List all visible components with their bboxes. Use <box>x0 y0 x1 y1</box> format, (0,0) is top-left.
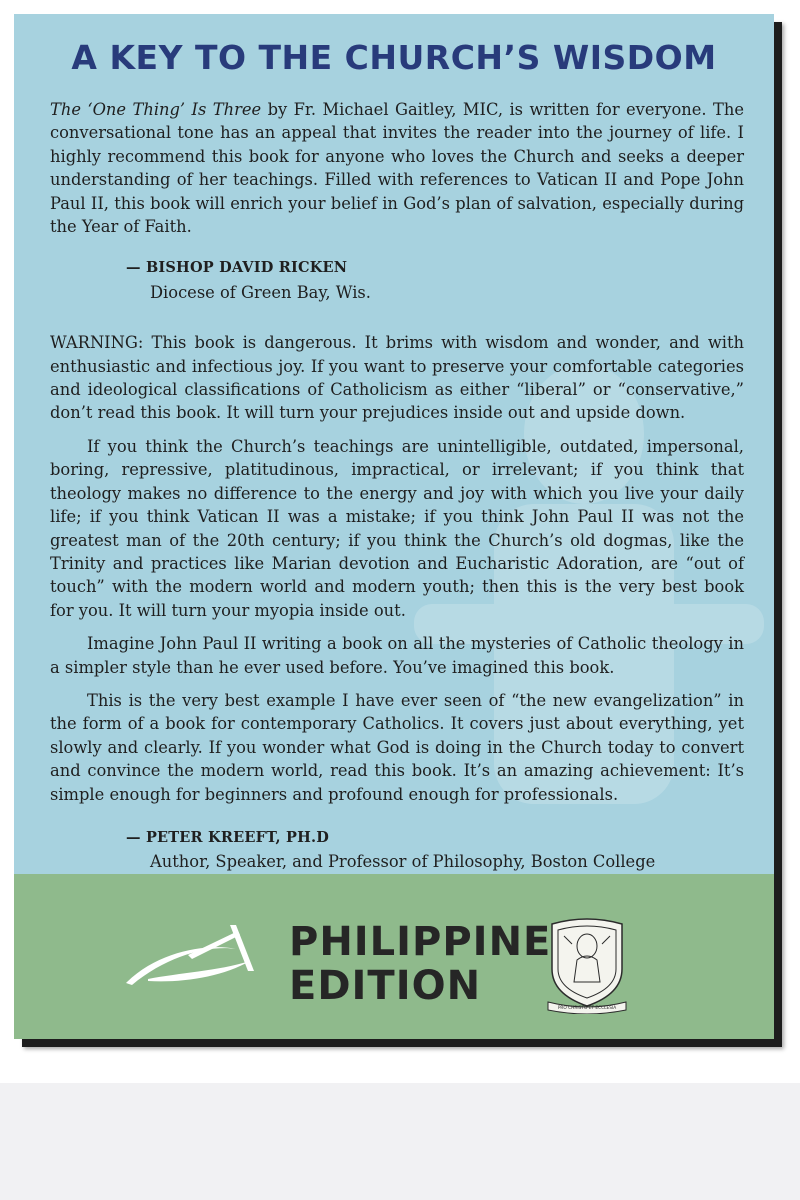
edition-footer <box>14 874 774 1039</box>
page-bottom-band <box>0 1083 800 1200</box>
endorsement-bishop-text <box>50 98 744 238</box>
endorsements <box>50 98 744 874</box>
attribution-name: — BISHOP DAVID RICKEN <box>126 259 348 277</box>
attribution-name: — PETER KREEFT, PH.D <box>126 828 330 846</box>
endorsement-paragraph: If you think the Church’s teachings are unintelligible, outdated, impersonal, boring, repressive, platitudinous, impractical, or irrelevant; if you think that theology makes no difference to the energy and joy with which you live your daily life; if you think Vatican II was a mistake; if you think John Paul II was not the greatest man of the 20th century; if you think the Church’s old dogmas, like the Trinity and practices like Marian devotion and Eucharistic Adoration, are “out of touch” with the modern world and modern youth; then this is the very best book for you. It will turn your myopia inside out. <box>50 436 744 620</box>
publisher-logo-icon <box>118 921 258 991</box>
attribution-bishop <box>126 255 744 304</box>
edition-label <box>289 920 551 1008</box>
seal-emblem-icon <box>542 914 632 1014</box>
edition-line-1: PHILIPPINE <box>289 919 552 965</box>
book-title: The ‘One Thing’ Is Three <box>50 100 262 119</box>
attribution-affiliation: Diocese of Green Bay, Wis. <box>150 282 371 302</box>
seal-motto: PRO CHRISTO ET ECCLESIA <box>557 1006 617 1011</box>
attribution-affiliation: Author, Speaker, and Professor of Philosophy, Boston College <box>150 852 656 872</box>
attribution-kreeft <box>126 825 744 874</box>
endorsement-paragraph: WARNING: This book is dangerous. It brims with wisdom and wonder, and with enthusiastic and infectious joy. If you want to preserve your comfortable categories and ideological classifications of Catholicism as either “liberal” or “conservative,” don’t read this book. It will turn your prejudices inside out and upside down. <box>50 333 744 423</box>
endorsement-bishop-body: by Fr. Michael Gaitley, MIC, is written for everyone. The conversational tone has an appeal that invites the reader into the journey of life. I highly recommend this book for anyone who loves the Church and seeks a deeper understanding of her teachings. Filled with references to Vatican II and Pope John Paul II, this book will enrich your belief in God’s plan of salvation, especially during the Year of Faith. <box>50 100 744 237</box>
endorsement-paragraph: Imagine John Paul II writing a book on all the mysteries of Catholic theology in a simpler style than he ever used before. You’ve imagined this book. <box>50 634 744 677</box>
back-cover <box>14 14 774 1039</box>
endorsement-paragraph: This is the very best example I have ever seen of “the new evangelization” in the form of a book for contemporary Catholics. It covers just about everything, yet slowly and clearly. If you wonder what God is doing in the Church today to convert and convince the modern world, read this book. It’s an amazing achievement: It’s simple enough for beginners and profound enough for professionals. <box>50 690 744 804</box>
cover-title: A KEY TO THE CHURCH’S WISDOM <box>71 38 717 77</box>
edition-line-2: EDITION <box>289 963 482 1009</box>
